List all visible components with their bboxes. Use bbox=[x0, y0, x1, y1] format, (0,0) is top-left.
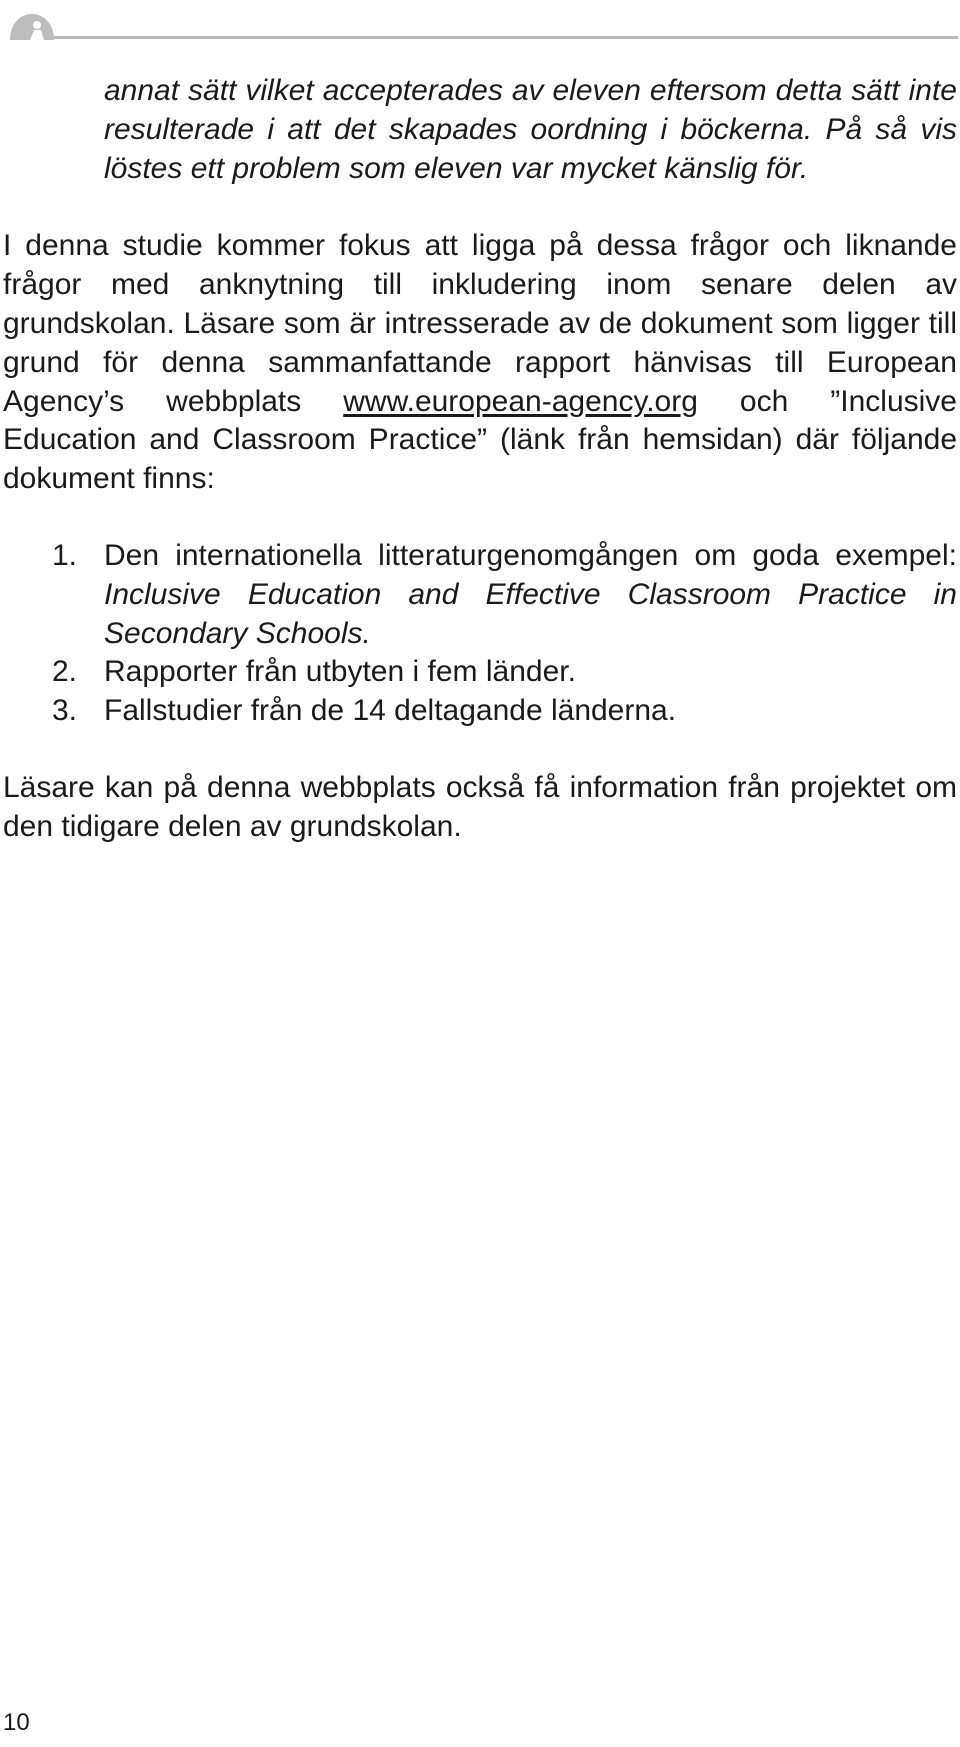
list-item-number: 2. bbox=[52, 655, 78, 689]
list-item bbox=[3, 692, 957, 731]
list-item-number: 3. bbox=[52, 694, 78, 728]
quote-paragraph: annat sätt vilket accepterades av eleven eftersom detta sätt inte resulterade i att det skapades oordning i böckerna. På så vis löstes ett problem som eleven var mycket känslig för. bbox=[104, 74, 957, 185]
list-item-text bbox=[104, 537, 957, 653]
intro-text-part2: och ”Inclusive Education and Classroom Practice” (länk från hemsidan) där följande dokument finns: bbox=[3, 384, 957, 496]
european-agency-link[interactable]: www.european-agency.org bbox=[343, 384, 698, 418]
intro-text-part1: I denna studie kommer fokus att ligga på dessa frågor och liknande frågor med anknytning till inkludering inom senare delen av grundskolan. Läsare som är intresserade av de dokument som ligger till grund för denna sammanfattande rapport hänvisas till European Agency’s webbplats bbox=[3, 229, 957, 418]
list-item-number: 1. bbox=[52, 538, 78, 572]
list-item bbox=[3, 653, 957, 692]
list-item-title: Inclusive Education and Effective Classroom Practice in Secondary Schools. bbox=[104, 577, 957, 650]
list-item bbox=[3, 537, 957, 653]
document-body bbox=[3, 72, 957, 847]
document-list bbox=[3, 537, 957, 731]
seated-figure-logo-icon bbox=[6, 6, 58, 40]
page-number: 10 bbox=[3, 1709, 30, 1736]
header-rule bbox=[30, 36, 958, 39]
list-item-text: Fallstudier från de 14 deltagande länderna. bbox=[104, 694, 677, 728]
intro-paragraph bbox=[3, 227, 957, 499]
closing-paragraph: Läsare kan på denna webbplats också få information från projektet om den tidigare delen av grundskolan. bbox=[3, 770, 957, 843]
list-item-text: Rapporter från utbyten i fem länder. bbox=[104, 655, 576, 689]
list-item-plain: Den internationella litteraturgenomgången om goda exempel: bbox=[104, 538, 957, 572]
